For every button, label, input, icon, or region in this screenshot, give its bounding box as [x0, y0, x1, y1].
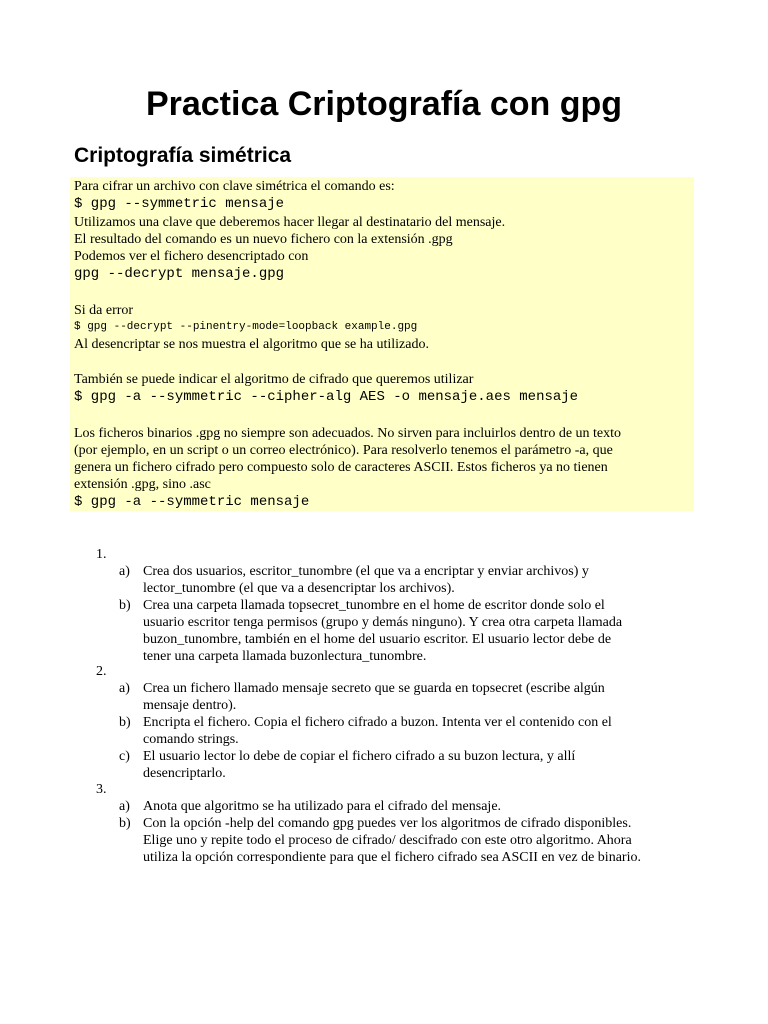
item-marker: a)	[119, 564, 130, 579]
exercise-item-text: desencriptarlo.	[143, 766, 226, 781]
item-marker: b)	[119, 598, 131, 613]
text-line: genera un fichero cifrado pero compuesto solo de caracteres ASCII. Estos ficheros ya no tienen	[74, 460, 608, 475]
command-decrypt-loopback: $ gpg --decrypt --pinentry-mode=loopback example.gpg	[74, 321, 418, 333]
exercise-item-text: Crea un fichero llamado mensaje secreto que se guarda en topsecret (escribe algún	[143, 681, 605, 696]
exercise-item-text: Crea una carpeta llamada topsecret_tunombre en el home de escritor donde solo el	[143, 598, 605, 613]
text-line: También se puede indicar el algoritmo de cifrado que queremos utilizar	[74, 372, 474, 387]
text-line: Utilizamos una clave que deberemos hacer llegar al destinatario del mensaje.	[74, 215, 506, 230]
text-line: Si da error	[74, 303, 134, 318]
exercise-item-text: buzon_tunombre, también en el home del usuario escritor. El usuario lector debe de	[143, 632, 612, 647]
exercise-item-text: Encripta el fichero. Copia el fichero cifrado a buzon. Intenta ver el contenido con el	[143, 715, 612, 730]
item-marker: b)	[119, 816, 131, 831]
item-marker: a)	[119, 799, 130, 814]
exercise-number: 1.	[96, 547, 107, 562]
item-marker: c)	[119, 749, 130, 764]
exercise-number: 3.	[96, 782, 107, 797]
section-heading: Criptografía simétrica	[74, 144, 292, 167]
exercise-item-text: lector_tunombre (el que va a desencriptar los archivos).	[143, 581, 455, 596]
text-line: Podemos ver el fichero desencriptado con	[74, 249, 309, 264]
text-line: Los ficheros binarios .gpg no siempre son adecuados. No sirven para incluirlos dentro de un texto	[74, 426, 622, 441]
exercise-item-text: Elige uno y repite todo el proceso de cifrado/ descifrado con este otro algoritmo. Ahora	[143, 833, 632, 848]
exercise-number: 2.	[96, 664, 107, 679]
item-marker: a)	[119, 681, 130, 696]
command-symmetric: $ gpg --symmetric mensaje	[74, 196, 285, 212]
exercise-item-text: Anota que algoritmo se ha utilizado para el cifrado del mensaje.	[143, 799, 502, 814]
command-decrypt: gpg --decrypt mensaje.gpg	[74, 266, 285, 282]
text-line: extensión .gpg, sino .asc	[74, 477, 211, 492]
command-armor: $ gpg -a --symmetric mensaje	[74, 494, 310, 510]
text-line: (por ejemplo, en un script o un correo electrónico). Para resolverlo tenemos el parámetro -a, que	[74, 443, 613, 458]
exercise-item-text: El usuario lector lo debe de copiar el fichero cifrado a su buzon lectura, y allí	[143, 749, 576, 764]
exercise-item-text: mensaje dentro).	[143, 698, 237, 713]
item-marker: b)	[119, 715, 131, 730]
exercise-item-text: utiliza la opción correspondiente para que el fichero cifrado sea ASCII en vez de binario.	[143, 850, 641, 865]
exercise-item-text: Con la opción -help del comando gpg puedes ver los algoritmos de cifrado disponibles.	[143, 816, 632, 831]
text-line: Al desencriptar se nos muestra el algoritmo que se ha utilizado.	[74, 337, 429, 352]
intro-line: Para cifrar un archivo con clave simétrica el comando es:	[74, 179, 395, 194]
text-line: El resultado del comando es un nuevo fichero con la extensión .gpg	[74, 232, 453, 247]
exercise-item-text: Crea dos usuarios, escritor_tunombre (el que va a encriptar y enviar archivos) y	[143, 564, 589, 579]
exercise-item-text: comando strings.	[143, 732, 239, 747]
page-title: Practica Criptografía con gpg	[145, 85, 623, 123]
exercise-item-text: tener una carpeta llamada buzonlectura_tunombre.	[143, 649, 427, 664]
exercise-item-text: usuario escritor tenga permisos (grupo y demás ninguno). Y crea otra carpeta llamada	[143, 615, 623, 630]
command-cipher-alg: $ gpg -a --symmetric --cipher-alg AES -o mensaje.aes mensaje	[74, 389, 579, 405]
